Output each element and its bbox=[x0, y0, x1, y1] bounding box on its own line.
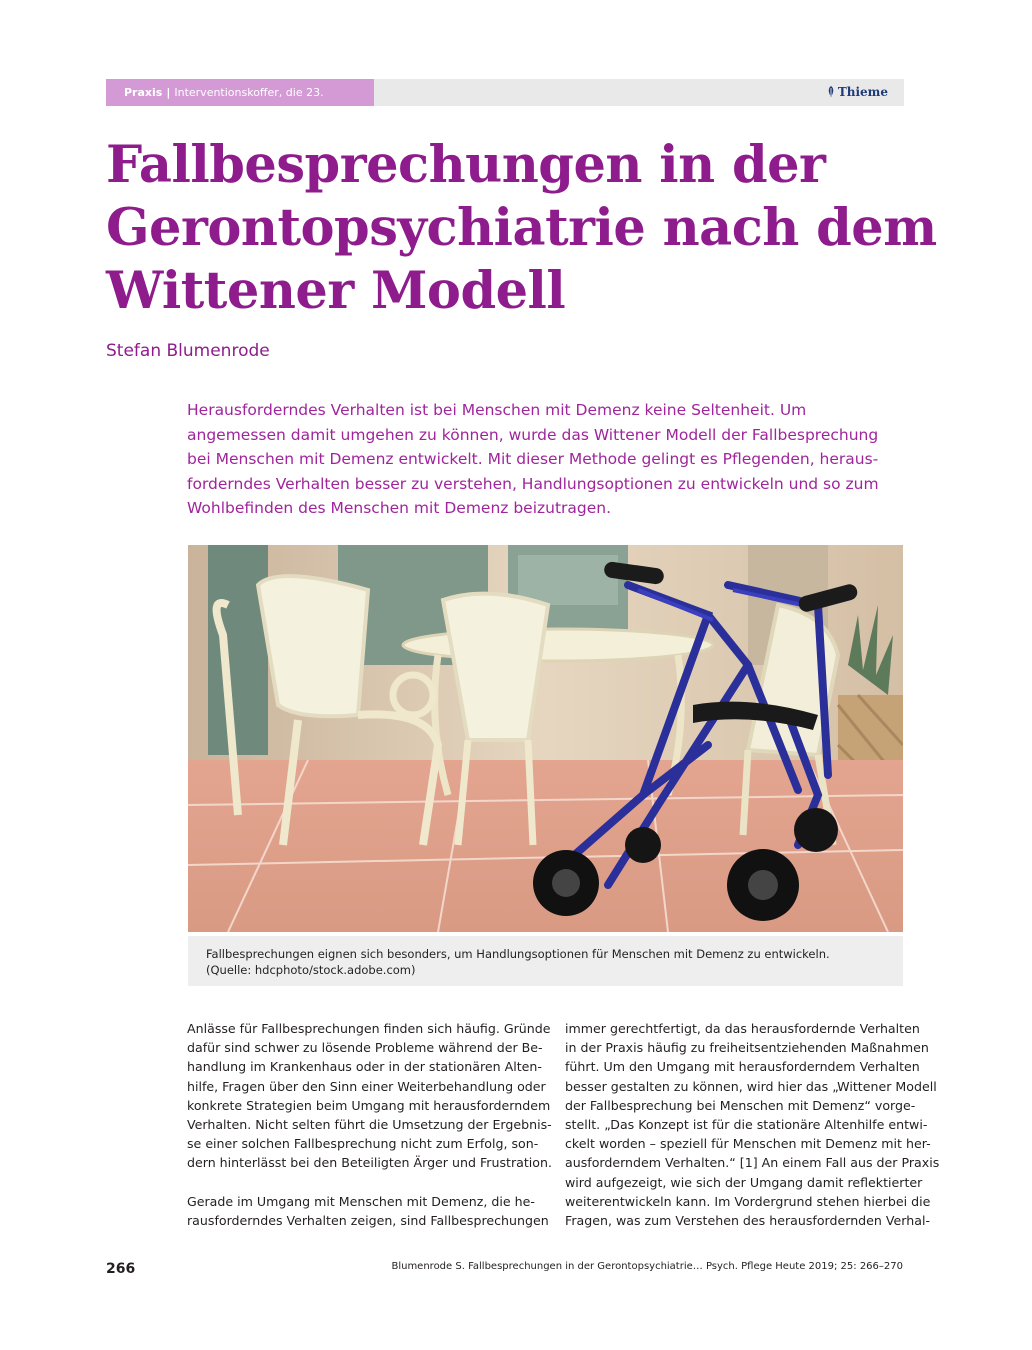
publisher-logo bbox=[827, 79, 888, 106]
body-line: ckelt worden – speziell für Menschen mit Demenz mit her- bbox=[565, 1136, 931, 1152]
lead-line: Wohlbefinden des Menschen mit Demenz beizutragen. bbox=[187, 499, 612, 517]
title-line: Fallbesprechungen in der bbox=[106, 135, 826, 195]
section-label bbox=[106, 79, 374, 106]
section-name: Praxis bbox=[124, 86, 163, 99]
author-name: Stefan Blumenrode bbox=[106, 341, 270, 361]
rollator-patio-illustration bbox=[188, 545, 903, 932]
running-header bbox=[106, 79, 904, 106]
citation-footer: Blumenrode S. Fallbesprechungen in der Gerontopsychiatrie… Psych. Pflege Heute 2019; 25: 266–270 bbox=[391, 1261, 903, 1272]
lead-line: Herausforderndes Verhalten ist bei Menschen mit Demenz keine Seltenheit. Um bbox=[187, 401, 807, 419]
body-line: besser gestalten zu können, wird hier das „Wittener Modell bbox=[565, 1078, 937, 1094]
lead-paragraph bbox=[187, 398, 903, 521]
body-column-left bbox=[187, 1019, 552, 1230]
body-line: führt. Um den Umgang mit herausforderndem Verhalten bbox=[565, 1059, 920, 1075]
section-separator: | bbox=[166, 86, 171, 99]
title-line: Gerontopsychiatrie nach dem bbox=[106, 198, 937, 258]
body-line: wird aufgezeigt, wie sich der Umgang damit reflektierter bbox=[565, 1174, 923, 1190]
body-line: dafür sind schwer zu lösende Probleme während der Be- bbox=[187, 1040, 543, 1056]
body-paragraph bbox=[187, 1192, 549, 1230]
lead-line: bei Menschen mit Demenz entwickelt. Mit dieser Methode gelingt es Pflegenden, heraus- bbox=[187, 450, 879, 468]
body-line: rausforderndes Verhalten zeigen, sind Fallbesprechungen bbox=[187, 1212, 549, 1228]
body-line: weiterentwickeln kann. Im Vordergrund stehen hierbei die bbox=[565, 1193, 931, 1209]
body-paragraph bbox=[565, 1019, 940, 1230]
body-line: in der Praxis häufig zu freiheitsentziehenden Maßnahmen bbox=[565, 1040, 929, 1056]
body-line: immer gerechtfertigt, da das herausfordernde Verhalten bbox=[565, 1021, 920, 1036]
body-line: Fragen, was zum Verstehen des herausfordernden Verhal- bbox=[565, 1213, 930, 1229]
body-line: Gerade im Umgang mit Menschen mit Demenz, die he- bbox=[187, 1193, 535, 1209]
title-line: Wittener Modell bbox=[106, 261, 566, 321]
body-line: handlung im Krankenhaus oder in der stationären Alten- bbox=[187, 1059, 542, 1075]
caption-line: Fallbesprechungen eignen sich besonders, um Handlungsoptionen für Menschen mit Demenz zu entwickeln. bbox=[206, 947, 830, 961]
body-paragraph bbox=[187, 1019, 552, 1173]
caption-source: (Quelle: hdcphoto/stock.adobe.com) bbox=[206, 963, 416, 977]
body-line: hilfe, Fragen über den Sinn einer Weiterbehandlung oder bbox=[187, 1078, 546, 1094]
body-line: stellt. „Das Konzept ist für die stationäre Altenhilfe entwi- bbox=[565, 1117, 928, 1133]
body-line: dern hinterlässt bei den Beteiligten Ärger und Frustration. bbox=[187, 1155, 552, 1171]
body-column-right bbox=[565, 1019, 940, 1230]
body-line: Verhalten. Nicht selten führt die Umsetzung der Ergebnis- bbox=[187, 1117, 552, 1133]
thieme-logo-icon bbox=[827, 86, 835, 97]
article-title bbox=[106, 134, 966, 323]
lead-line: forderndes Verhalten besser zu verstehen, Handlungsoptionen zu entwickeln und so zum bbox=[187, 474, 879, 493]
figure-caption bbox=[188, 936, 903, 986]
body-line: konkrete Strategien beim Umgang mit herausforderndem bbox=[187, 1097, 551, 1113]
body-line: Anlässe für Fallbesprechungen finden sich häufig. Gründe bbox=[187, 1021, 551, 1036]
series-name: Interventionskoffer, die 23. bbox=[174, 86, 324, 99]
article-photo bbox=[188, 545, 903, 932]
lead-line: angemessen damit umgehen zu können, wurde das Wittener Modell der Fallbesprechung bbox=[187, 425, 879, 444]
body-line: ausforderndem Verhalten.“ [1] An einem Fall aus der Praxis bbox=[565, 1155, 940, 1171]
publisher-name: Thieme bbox=[837, 85, 888, 99]
body-line: der Fallbesprechung bei Menschen mit Demenz“ vorge- bbox=[565, 1097, 916, 1113]
body-line: se einer solchen Fallbesprechung nicht zum Erfolg, son- bbox=[187, 1136, 539, 1152]
page-number: 266 bbox=[106, 1261, 136, 1277]
